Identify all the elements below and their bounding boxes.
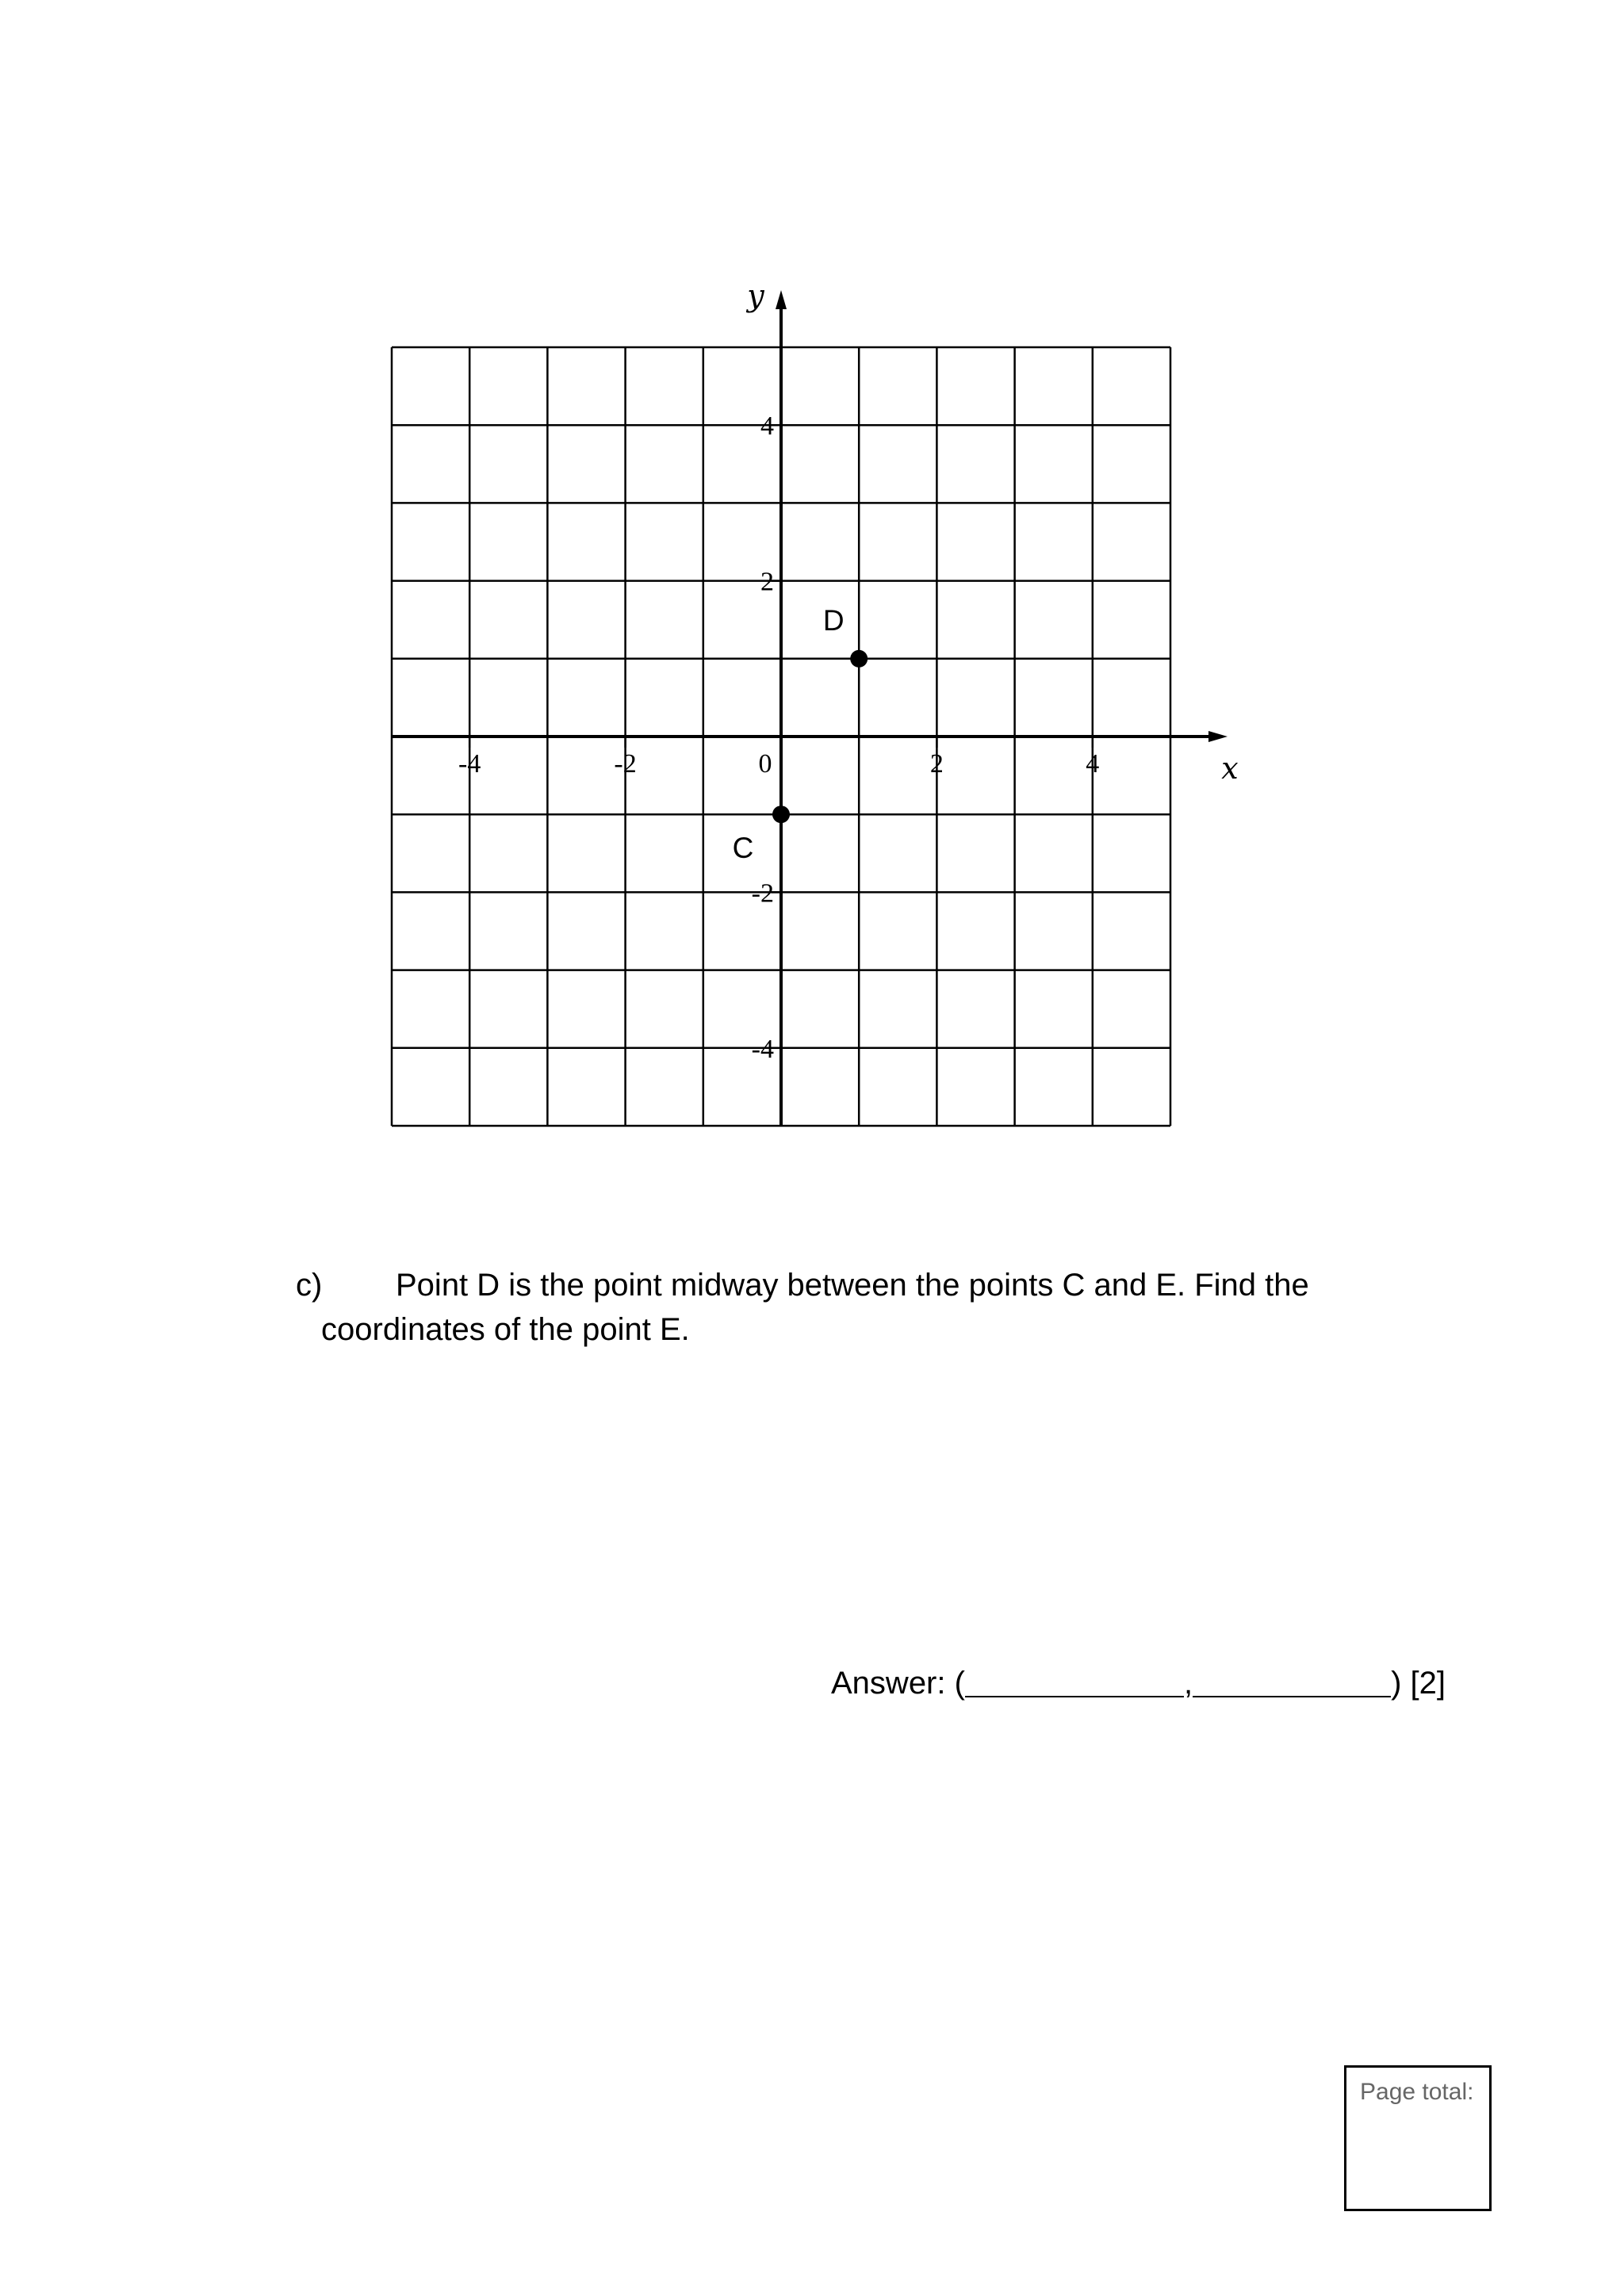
x-tick-label: 4 (1086, 749, 1100, 779)
question-letter: c) (296, 1268, 323, 1303)
x-tick-label: 0 (758, 749, 772, 779)
answer-y-blank[interactable] (1193, 1664, 1391, 1697)
y-axis-label: y (747, 278, 764, 313)
question-text-line1: Point D is the point midway between the points C and E. Find the (396, 1268, 1309, 1303)
x-axis-label: x (1221, 751, 1239, 786)
point-label-d: D (822, 603, 845, 637)
y-tick-label: -4 (751, 1034, 774, 1064)
x-tick-label: -4 (458, 749, 481, 779)
page-total-label: Page total: (1360, 2079, 1474, 2105)
answer-comma: , (1183, 1666, 1193, 1701)
question-c (296, 1263, 1422, 1352)
point-label-c: C (732, 832, 754, 865)
axes (392, 278, 1239, 1126)
question-text-line2: coordinates of the point E. (321, 1312, 690, 1347)
data-points (733, 604, 868, 864)
answer-suffix: ) [2] (1391, 1666, 1446, 1701)
y-axis-arrow (776, 290, 787, 309)
answer-prefix: Answer: ( (831, 1666, 965, 1701)
y-tick-label: -2 (751, 878, 774, 909)
page-total-box (1344, 2065, 1492, 2211)
y-tick-label: 2 (760, 567, 774, 597)
x-axis-arrow (1208, 731, 1228, 742)
point-d (850, 650, 868, 668)
answer-x-blank[interactable] (965, 1664, 1184, 1697)
y-tick-label: 4 (760, 411, 774, 442)
answer-line (831, 1660, 1446, 1705)
x-tick-label: 2 (929, 749, 944, 779)
point-c (772, 806, 790, 823)
x-tick-label: -2 (614, 749, 637, 779)
